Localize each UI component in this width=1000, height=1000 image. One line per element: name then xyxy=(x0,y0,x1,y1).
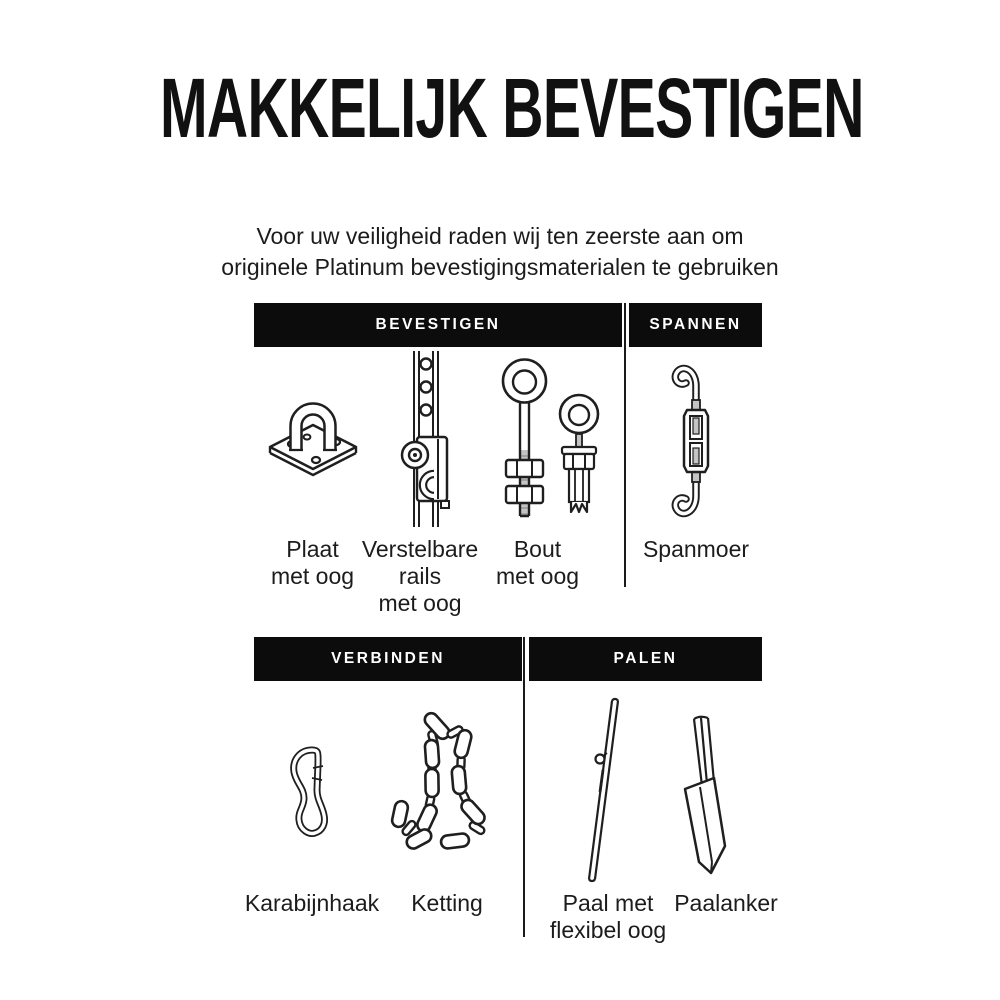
subtitle-line-2: originele Platinum bevestigingsmaterialen te gebruiken xyxy=(221,254,779,280)
label-line: Karabijnhaak xyxy=(244,890,380,916)
label-line: met oog xyxy=(495,563,580,589)
label-line: Plaat xyxy=(286,536,339,562)
section-header-verbinden-label: VERBINDEN xyxy=(331,650,445,667)
turnbuckle-icon xyxy=(661,356,731,526)
eye-bolt-icon xyxy=(492,354,608,522)
label-line: met oog xyxy=(270,563,355,589)
chain-icon xyxy=(385,710,505,860)
item-label-verstelbare-rails xyxy=(352,536,488,617)
adjustable-rail-with-eye-icon xyxy=(398,351,454,527)
item-label-spanmoer xyxy=(628,536,764,563)
label-line: rails xyxy=(398,563,442,589)
label-line: Spanmoer xyxy=(642,536,750,562)
item-label-paalanker xyxy=(656,890,796,917)
section-header-verbinden xyxy=(254,637,522,681)
plate-with-eye-icon xyxy=(260,388,366,482)
item-label-karabijnhaak xyxy=(238,890,386,917)
label-line: met oog xyxy=(378,590,462,616)
label-line: Ketting xyxy=(411,890,483,916)
carabiner-icon xyxy=(283,742,345,838)
page-title: MAKKELIJK BEVESTIGEN xyxy=(160,61,864,155)
section-header-bevestigen xyxy=(254,303,622,347)
divider-verbinden-palen xyxy=(523,637,525,937)
section-header-palen-label: PALEN xyxy=(613,650,678,667)
label-line: Verstelbare xyxy=(361,536,479,562)
label-line: flexibel oog xyxy=(549,917,667,943)
section-header-spannen-label: SPANNEN xyxy=(649,316,742,333)
subtitle xyxy=(0,221,1000,283)
subtitle-line-1: Voor uw veiligheid raden wij ten zeerste aan om xyxy=(256,223,744,249)
section-header-palen xyxy=(529,637,762,681)
label-line: Paalanker xyxy=(674,890,778,916)
pole-anchor-icon xyxy=(672,714,742,879)
section-header-spannen xyxy=(629,303,762,347)
pole-with-flexible-eye-icon xyxy=(572,696,632,886)
label-line: Bout xyxy=(513,536,562,562)
item-label-ketting xyxy=(388,890,506,917)
label-line: Paal met xyxy=(562,890,654,916)
item-label-bout-met-oog xyxy=(475,536,600,590)
divider-bevestigen-spannen xyxy=(624,303,626,587)
section-header-bevestigen-label: BEVESTIGEN xyxy=(375,316,501,333)
